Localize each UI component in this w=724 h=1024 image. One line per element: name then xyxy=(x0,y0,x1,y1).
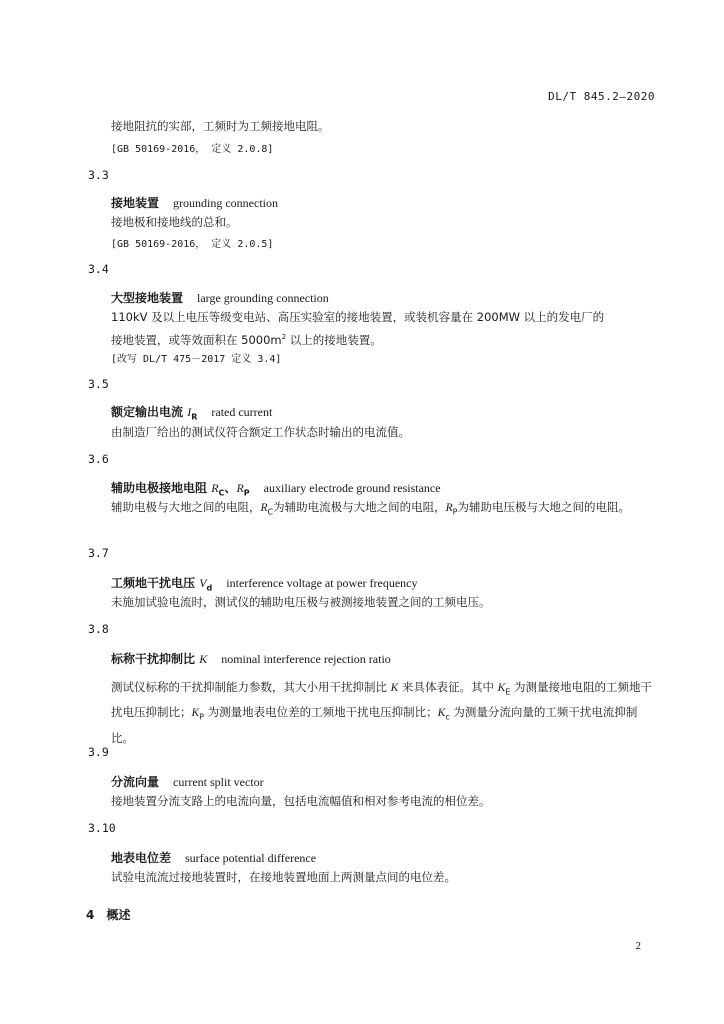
term-heading xyxy=(111,650,391,667)
symbol: K xyxy=(199,652,208,666)
clause-number: 3.8 xyxy=(88,622,109,636)
symbol: R xyxy=(260,502,268,514)
symbol-subscript: C xyxy=(218,488,225,498)
term-english: grounding connection xyxy=(173,196,278,210)
symbol-subscript: P xyxy=(199,712,204,722)
term-heading xyxy=(111,479,441,497)
clause-number: 3.6 xyxy=(88,452,109,466)
reference-note: [GB 50169-2016， 定义 2.0.8] xyxy=(111,144,274,155)
symbol: R xyxy=(211,481,219,495)
term-name: 辅助电极接地电阻 xyxy=(111,481,208,495)
symbol-subscript: E xyxy=(505,687,511,697)
symbol: I xyxy=(187,405,192,419)
definition-text: 辅助电极与大地之间的电阻， xyxy=(111,500,261,514)
term-english: large grounding connection xyxy=(197,291,329,305)
term-english: surface potential difference xyxy=(185,851,317,865)
definition-text: 为辅助电压极与大地之间的电阻。 xyxy=(457,500,630,514)
clause-number: 3.3 xyxy=(88,168,109,182)
term-name: 标称干扰抑制比 xyxy=(111,652,196,666)
clause-number: 3.4 xyxy=(88,262,109,276)
term-definition-line2 xyxy=(111,327,382,350)
symbol-subscript: c xyxy=(445,712,450,722)
symbol-subscript: P xyxy=(452,507,458,517)
term-heading xyxy=(111,403,272,421)
term-english: interference voltage at power frequency xyxy=(226,576,418,590)
symbol: K xyxy=(390,682,399,694)
term-heading xyxy=(111,773,264,790)
term-definition xyxy=(111,677,656,748)
chapter-heading xyxy=(86,906,131,923)
term-english: auxiliary electrode ground resistance xyxy=(263,481,441,495)
definition-text: 接地装置，或等效面积在 5000m xyxy=(111,332,282,347)
clause-number: 3.9 xyxy=(88,745,109,759)
symbol: K xyxy=(497,682,506,694)
term-definition xyxy=(111,497,656,522)
clause-number: 3.10 xyxy=(88,821,116,835)
symbol-subscript: R xyxy=(191,412,198,422)
chapter-number: 4 xyxy=(86,908,95,922)
term-heading xyxy=(111,574,418,592)
term-name: 地表电位差 xyxy=(111,851,172,865)
symbol-subscript: P xyxy=(243,488,250,498)
term-name: 大型接地装置 xyxy=(111,291,184,305)
symbol: V xyxy=(199,576,207,590)
definition-text: 来具体表征。其中 xyxy=(401,680,494,694)
chapter-title: 概述 xyxy=(106,908,131,922)
term-heading xyxy=(111,194,278,211)
reference-note: [改写 DL/T 475－2017 定义 3.4] xyxy=(111,354,282,365)
definition-text: 以上的接地装置。 xyxy=(286,332,382,347)
definition-text: 为测量地表电位差的工频地干扰电压抑制比； xyxy=(207,705,438,720)
term-definition: 由制造厂给出的测试仪符合额定工作状态时输出的电流值。 xyxy=(111,425,410,439)
definition-text: 为测量分流向量的工频干扰电流抑制比。 xyxy=(111,705,638,745)
superscript: 2 xyxy=(281,333,287,341)
term-english: nominal interference rejection ratio xyxy=(221,652,391,666)
term-name: 工频地干扰电压 xyxy=(111,576,196,590)
term-heading xyxy=(111,289,329,306)
definition-text: 测试仪标称的干扰抑制能力参数，其大小用干扰抑制比 xyxy=(111,680,387,694)
term-definition: 接地装置分流支路上的电流向量，包括电流幅值和相对参考电流的相位差。 xyxy=(111,794,491,808)
clause-number: 3.5 xyxy=(88,377,109,391)
term-definition: 未施加试验电流时，测试仪的辅助电压极与被测接地装置之间的工频电压。 xyxy=(111,595,491,609)
definition-text: 为辅助电流极与大地之间的电阻， xyxy=(273,500,446,514)
page-number: 2 xyxy=(635,940,641,952)
term-definition-line1: 110kV 及以上电压等级变电站、高压实验室的接地装置，或装机容量在 200MW 以上的发电厂的 xyxy=(111,310,605,324)
symbol: K xyxy=(191,707,200,720)
term-name: 额定输出电流 xyxy=(111,405,184,419)
symbol-subscript: d xyxy=(206,583,213,593)
continued-definition: 接地阻抗的实部，工频时为工频接地电阻。 xyxy=(111,119,330,133)
symbol: K xyxy=(437,707,446,720)
term-definition: 试验电流流过接地装置时，在接地装置地面上两测量点间的电位差。 xyxy=(111,870,456,884)
term-name: 接地装置 xyxy=(111,196,160,210)
term-heading xyxy=(111,849,316,866)
term-name: 分流向量 xyxy=(111,775,160,789)
reference-note: [GB 50169-2016， 定义 2.0.5] xyxy=(111,239,274,250)
term-english: rated current xyxy=(211,405,273,419)
clause-number: 3.7 xyxy=(88,546,109,560)
term-english: current split vector xyxy=(173,775,264,789)
document-code: DL/T 845.2—2020 xyxy=(548,90,655,103)
symbol-subscript: C xyxy=(267,507,274,517)
separator: 、 xyxy=(224,481,237,495)
symbol: R xyxy=(236,481,244,495)
term-definition: 接地极和接地线的总和。 xyxy=(111,215,238,229)
definition-text: 为测量接地电阻的工频地干扰电压抑制比； xyxy=(111,680,653,720)
symbol: R xyxy=(445,502,453,514)
